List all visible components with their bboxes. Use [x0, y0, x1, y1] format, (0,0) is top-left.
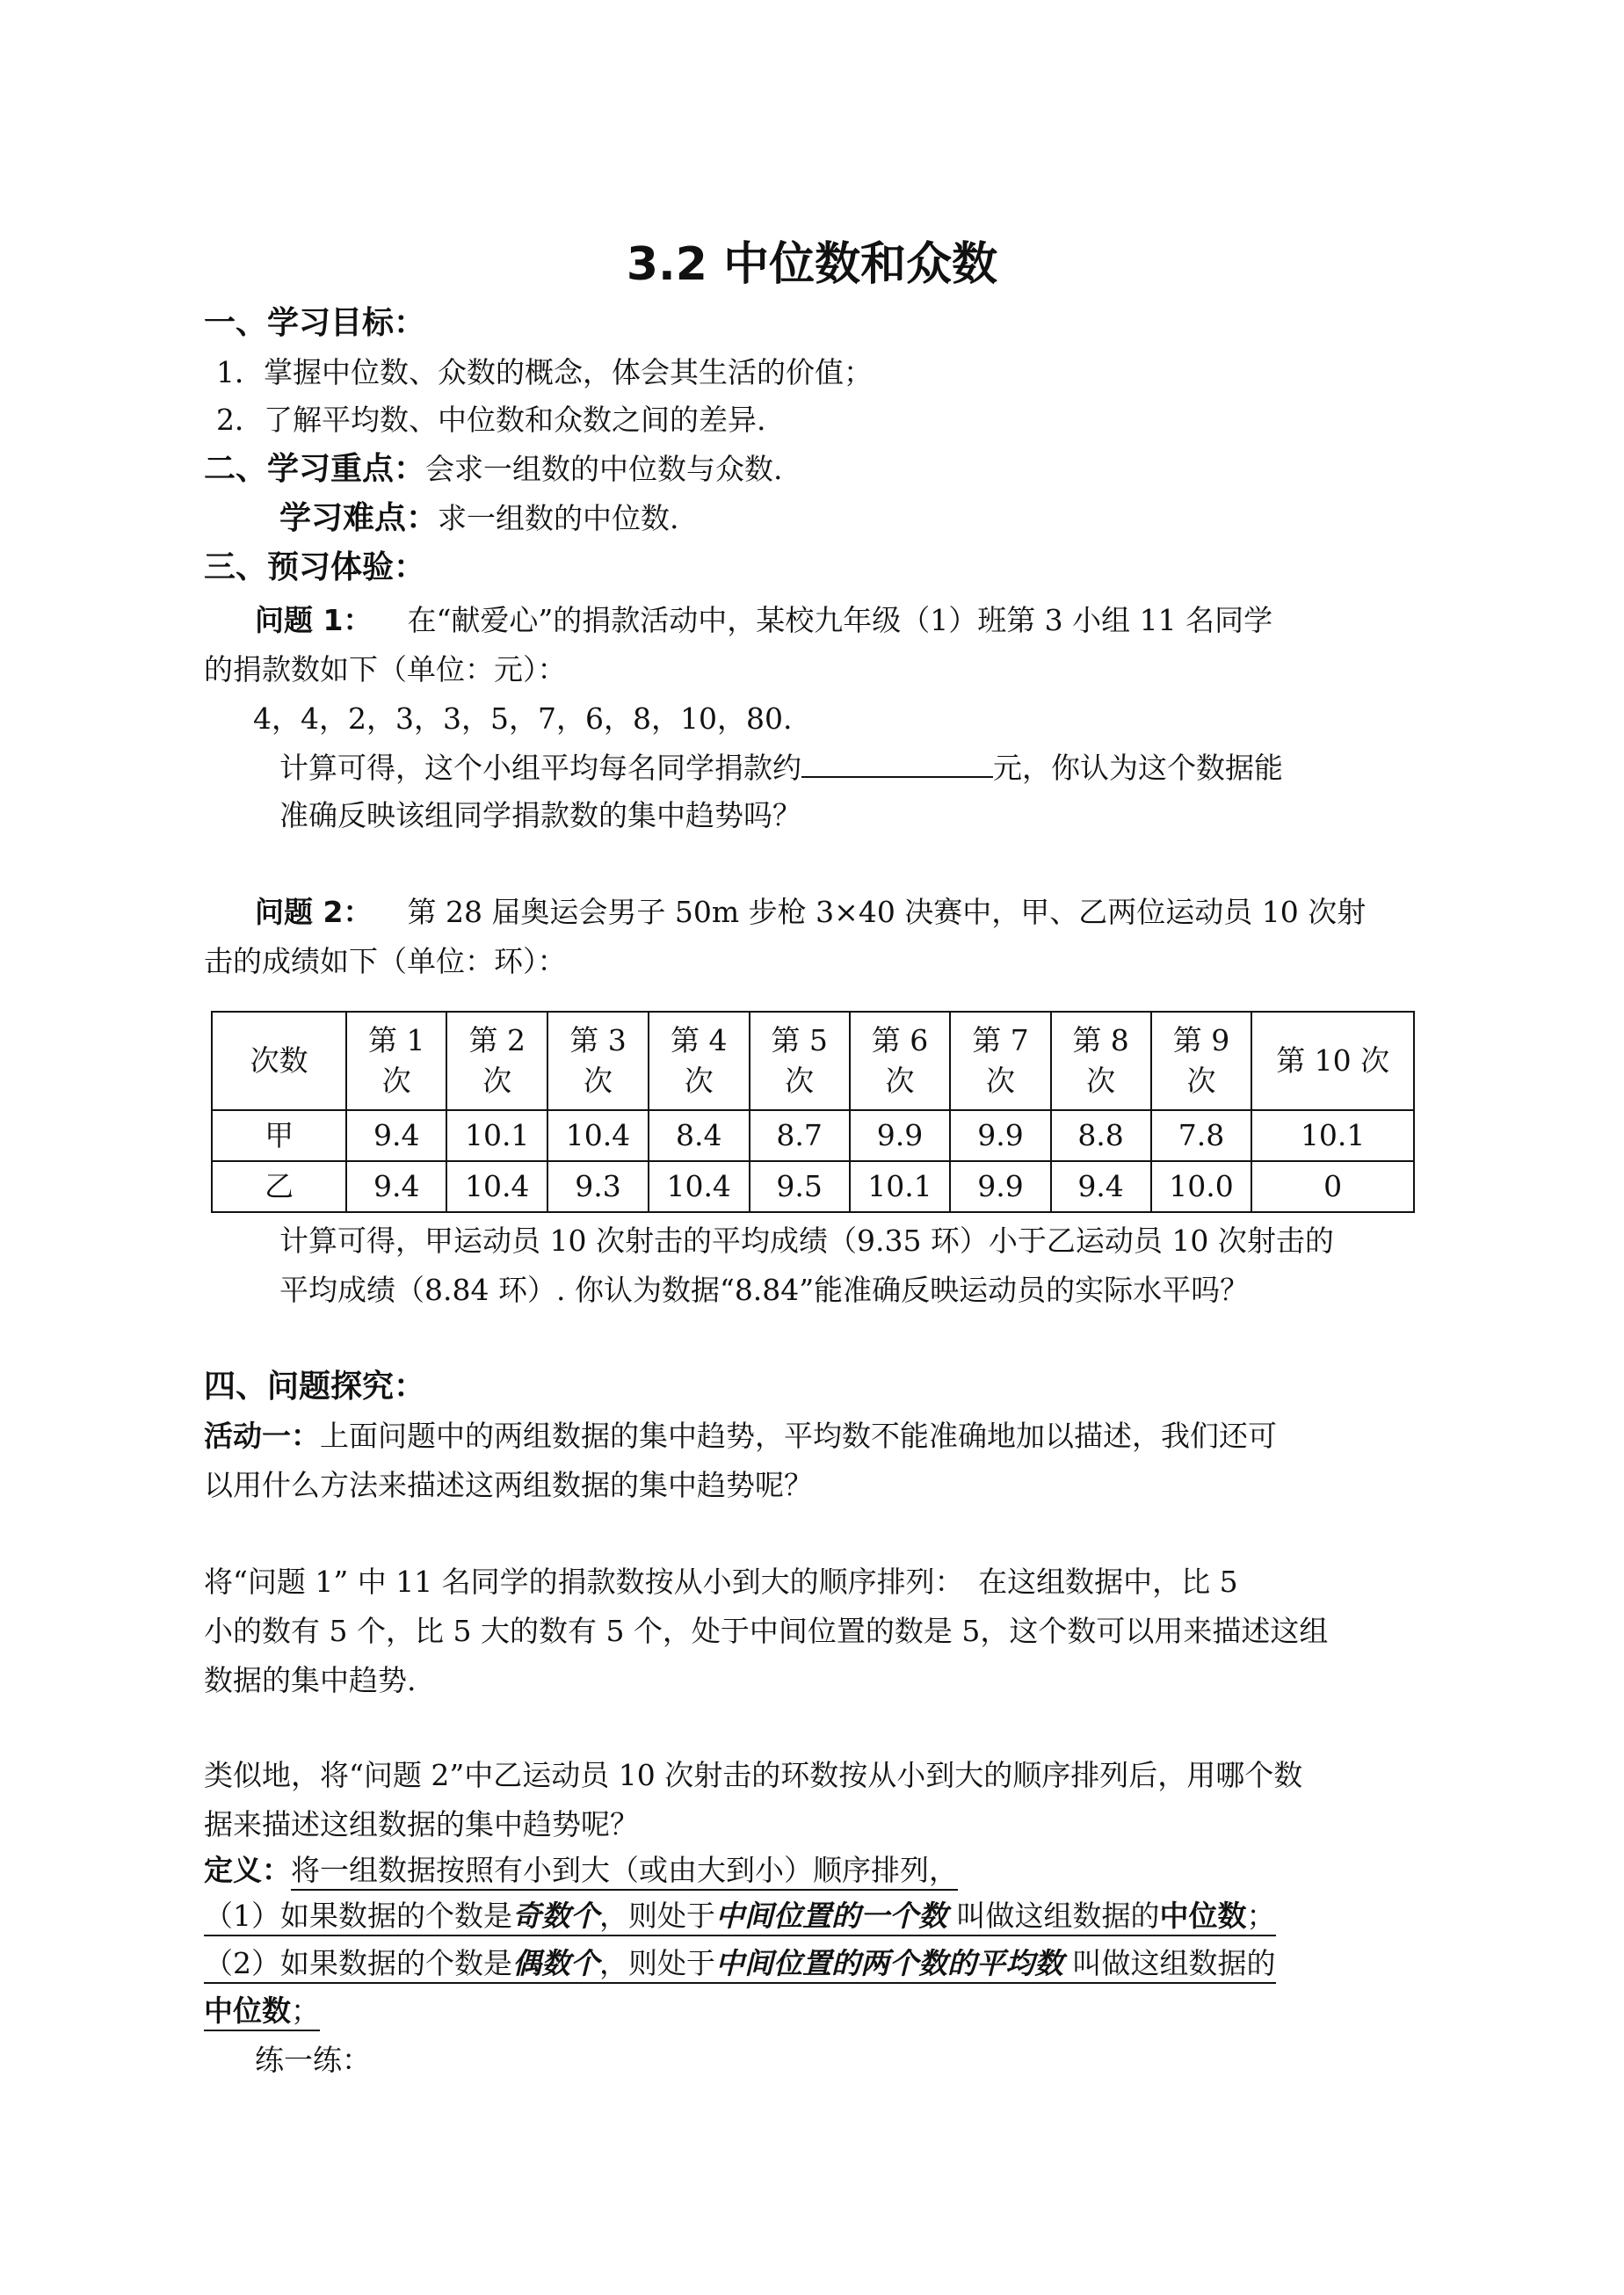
table-cell: 9.4: [1051, 1161, 1151, 1212]
table-cell: 9.9: [850, 1110, 951, 1161]
table-header-cell: 第 1 次: [346, 1012, 446, 1110]
median-term: 中位数: [1159, 1899, 1247, 1933]
odd-count-emphasis: 奇数个: [512, 1899, 599, 1933]
middle-number-emphasis: 中间位置的一个数: [715, 1899, 947, 1933]
table-cell: 7.8: [1151, 1110, 1252, 1161]
table-header-cell: 第 8 次: [1051, 1012, 1151, 1110]
table-header-cell: 第 10 次: [1251, 1012, 1414, 1110]
table-header-cell: 第 7 次: [950, 1012, 1050, 1110]
table-cell: 10.1: [1251, 1110, 1414, 1161]
table-cell: 9.9: [950, 1110, 1050, 1161]
scores-table: [211, 1011, 1415, 1213]
paragraph-1-line-2: 小的数有 5 个，比 5 大的数有 5 个，处于中间位置的数是 5，这个数可以用来描述这组: [204, 1614, 1329, 1648]
table-header-cell: 第 2 次: [446, 1012, 547, 1110]
table-header-cell: 第 6 次: [850, 1012, 951, 1110]
table-cell: 0: [1251, 1161, 1414, 1212]
key-point-line: [204, 450, 783, 489]
table-header-label: 次数: [212, 1012, 346, 1110]
question-2-line-2: 击的成绩如下（单位：环）：: [204, 944, 567, 978]
table-row-label: 乙: [212, 1161, 346, 1212]
table-row-yi: [212, 1161, 1414, 1212]
definition-text: 将一组数据按照有小到大（或由大到小）顺序排列，: [291, 1853, 958, 1891]
table-cell: 9.4: [346, 1161, 446, 1212]
table-cell: 9.3: [547, 1161, 649, 1212]
paragraph-1-line-3: 数据的集中趋势.: [204, 1663, 417, 1697]
practice-heading: 练一练：: [255, 2043, 371, 2077]
question-1-calc-line-1: [279, 749, 1283, 788]
question-1-calc-a: 计算可得，这个小组平均每名同学捐款约: [279, 751, 801, 785]
table-header-cell: 第 3 次: [547, 1012, 649, 1110]
table-row-jia: [212, 1110, 1414, 1161]
table-cell: 8.4: [649, 1110, 750, 1161]
definition-rule-1: （1）如果数据的个数是奇数个，则处于中间位置的一个数 叫做这组数据的中位数；: [204, 1897, 1276, 1935]
definition-label: 定义：: [204, 1853, 291, 1887]
question-2-calc-line-2: 平均成绩（8.84 环）. 你认为数据“8.84”能准确反映运动员的实际水平吗？: [279, 1273, 1250, 1307]
answer-blank[interactable]: [801, 750, 993, 778]
question-1-line-2: 的捐款数如下（单位：元）：: [204, 652, 567, 686]
activity-1-text: 上面问题中的两组数据的集中趋势，平均数不能准确地加以描述，我们还可: [320, 1419, 1277, 1453]
table-cell: 8.8: [1051, 1110, 1151, 1161]
difficulty-text: 求一组数的中位数.: [438, 501, 679, 535]
goal-item-1: 1．掌握中位数、众数的概念，体会其生活的价值；: [216, 355, 873, 389]
page-title: 3.2 中位数和众数: [626, 238, 998, 291]
table-cell: 10.4: [446, 1161, 547, 1212]
activity-1-line-2: 以用什么方法来描述这两组数据的集中趋势呢？: [204, 1468, 813, 1502]
question-1-line-1: [255, 601, 1272, 640]
table-cell: 10.0: [1151, 1161, 1252, 1212]
activity-1-line-1: [204, 1417, 1277, 1456]
key-point-label: 二、学习重点：: [204, 451, 426, 487]
definition-rule-2: （2）如果数据的个数是偶数个，则处于中间位置的两个数的平均数 叫做这组数据的: [204, 1944, 1276, 1983]
section-heading-preview: 三、预习体验：: [204, 549, 426, 585]
question-1-data: 4，4，2，3，3，5，7，6，8，10，80.: [253, 701, 793, 736]
even-count-emphasis: 偶数个: [512, 1946, 599, 1980]
section-heading-goals: 一、学习目标：: [204, 305, 426, 341]
table-cell: 10.1: [446, 1110, 547, 1161]
question-1-calc-line-2: 准确反映该组同学捐款数的集中趋势吗？: [279, 798, 801, 832]
table-cell: 10.4: [547, 1110, 649, 1161]
question-2-label: 问题 2：: [255, 895, 373, 929]
section-heading-explore: 四、问题探究：: [204, 1369, 426, 1405]
activity-1-label: 活动一：: [204, 1419, 320, 1453]
table-cell: 8.7: [750, 1110, 850, 1161]
question-1-label: 问题 1：: [255, 603, 373, 637]
definition-line: [204, 1851, 958, 1890]
table-header-row: [212, 1012, 1414, 1110]
table-header-cell: 第 9 次: [1151, 1012, 1252, 1110]
table-header-cell: 第 4 次: [649, 1012, 750, 1110]
table-cell: 10.1: [850, 1161, 951, 1212]
table-cell: 10.4: [649, 1161, 750, 1212]
goal-item-2: 2．了解平均数、中位数和众数之间的差异.: [216, 403, 766, 437]
difficulty-label: 学习难点：: [279, 500, 439, 536]
paragraph-1-line-1: 将“问题 1” 中 11 名同学的捐款数按从小到大的顺序排列： 在这组数据中，比 5: [204, 1565, 1238, 1599]
question-2-calc-line-1: 计算可得，甲运动员 10 次射击的平均成绩（9.35 环）小于乙运动员 10 次射击的: [279, 1224, 1334, 1258]
table-row-label: 甲: [212, 1110, 346, 1161]
definition-rule-2-continued: 中位数；: [204, 1992, 320, 2030]
difficulty-line: [279, 499, 679, 538]
table-cell: 9.5: [750, 1161, 850, 1212]
question-1-calc-b: 元，你认为这个数据能: [993, 751, 1283, 785]
key-point-text: 会求一组数的中位数与众数.: [425, 452, 783, 486]
paragraph-2-line-1: 类似地，将“问题 2”中乙运动员 10 次射击的环数按从小到大的顺序排列后，用哪个数: [204, 1758, 1303, 1792]
question-2-line-1: [255, 893, 1366, 932]
paragraph-2-line-2: 据来描述这组数据的集中趋势呢？: [204, 1807, 639, 1841]
question-1-text: 在“献爱心”的捐款活动中，某校九年级（1）班第 3 小组 11 名同学: [407, 603, 1273, 637]
median-term: 中位数: [204, 1994, 291, 2028]
table-header-cell: 第 5 次: [750, 1012, 850, 1110]
middle-average-emphasis: 中间位置的两个数的平均数: [715, 1946, 1063, 1980]
table-cell: 9.9: [950, 1161, 1050, 1212]
question-2-text: 第 28 届奥运会男子 50m 步枪 3×40 决赛中，甲、乙两位运动员 10 次射: [407, 895, 1367, 929]
table-cell: 9.4: [346, 1110, 446, 1161]
